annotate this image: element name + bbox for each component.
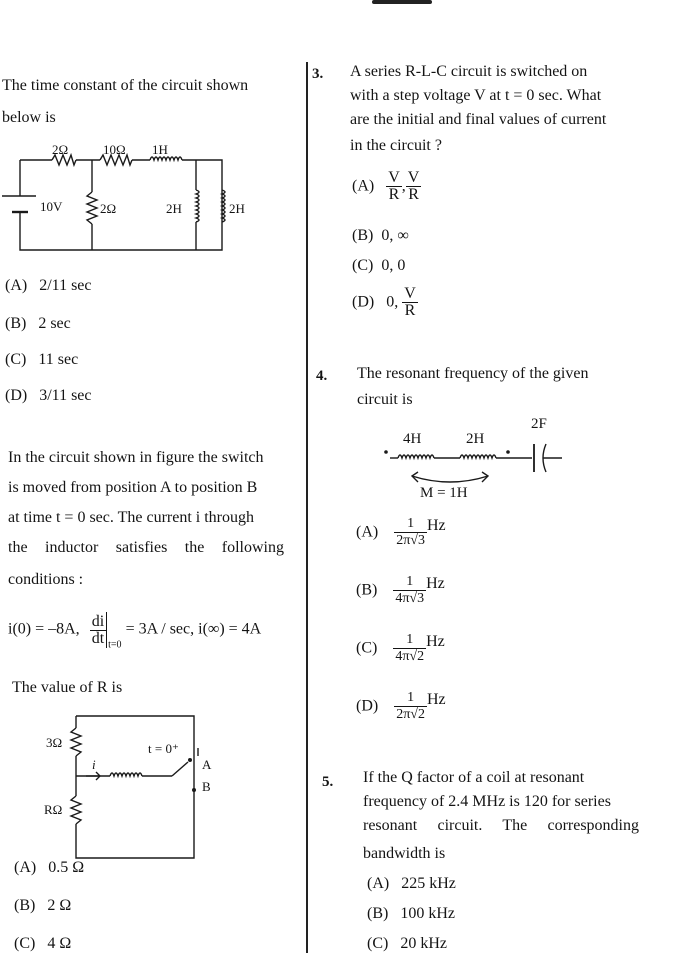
option-b: (B) $\frac{1}{4\pi√3}$ Hz — [356, 574, 445, 606]
option-text: 20 kHz — [400, 935, 447, 952]
label-10v: 10V — [40, 199, 63, 214]
question-text-line: The time constant of the circuit shown — [2, 77, 249, 94]
option-key: (A) — [5, 277, 28, 294]
option-key: (A) — [356, 523, 379, 541]
question-text-line: are the initial and final values of current — [350, 111, 607, 128]
question-text-line: in the circuit ? — [350, 137, 442, 154]
label-2h-right: 2H — [229, 201, 245, 216]
option-text: 11 sec — [38, 351, 79, 368]
question-text-line: bandwidth is — [363, 845, 446, 862]
option-text: 0.5 Ω — [48, 859, 85, 876]
label-2f: 2F — [531, 416, 547, 432]
label-mutual-inductance: M = 1H — [420, 485, 468, 501]
option-a: (A) $\frac{V}{R}$ , $\frac{V}{R}$ — [352, 169, 420, 203]
question-number: 3. — [312, 66, 324, 82]
option-key: (D) — [5, 387, 28, 404]
label-4h: 4H — [403, 431, 422, 447]
option-key: (C) — [14, 935, 36, 952]
option-text: 100 kHz — [400, 905, 455, 922]
label-1h: 1H — [152, 142, 168, 157]
condition-rest: = 3A / sec, i(∞) = 4A — [125, 620, 262, 638]
question-text-line: A series R-L-C circuit is switched on — [350, 63, 588, 80]
label-10ohm: 10Ω — [103, 142, 126, 157]
option-c: (C) $\frac{1}{4\pi√2}$ Hz — [356, 632, 445, 664]
question-text-line: frequency of 2.4 MHz is 120 for series — [363, 793, 611, 810]
derivative-den: dt — [91, 629, 105, 647]
option-key: (B) — [5, 315, 27, 332]
label-2ohm-shunt: 2Ω — [100, 201, 117, 216]
question-text-line: with a step voltage V at t = 0 sec. What — [350, 87, 602, 104]
label-current-i: i — [92, 757, 96, 772]
option-a: (A) $\frac{1}{2\pi√3}$ Hz — [356, 516, 446, 548]
label-switch-time: t = 0⁺ — [148, 741, 179, 756]
condition-i0: i(0) = –8A, — [8, 620, 80, 638]
question-text-line: resonant circuit. The corresponding — [363, 817, 639, 834]
option-key: (C) — [367, 935, 389, 952]
option-key: (D) — [356, 697, 379, 715]
question-text-line: is moved from position A to position B — [8, 479, 258, 496]
option-text: 3/11 sec — [39, 387, 92, 404]
option-unit: Hz — [426, 575, 445, 593]
question-text-line: circuit is — [357, 391, 413, 408]
option-text: 2/11 sec — [39, 277, 92, 294]
option-key: (A) — [14, 859, 37, 876]
label-2ohm: 2Ω — [52, 142, 69, 157]
fraction-v-over-r: $\frac{V}{R}$ — [404, 285, 416, 319]
option-key: (B) — [367, 905, 389, 922]
question-number: 4. — [316, 368, 328, 384]
option-text: 4 Ω — [47, 935, 72, 952]
option-text: 0, — [386, 293, 399, 311]
question-text-line: The value of R is — [12, 679, 123, 696]
derivative-eval-point: t=0 — [108, 639, 122, 651]
fraction-v-over-r: $\frac{V}{R}$ — [388, 169, 400, 203]
option-b — [367, 904, 455, 924]
option-d: (D) $\frac{1}{2\pi√2}$ Hz — [356, 690, 446, 722]
option-unit: Hz — [426, 633, 445, 651]
derivative-num: di — [91, 612, 105, 630]
label-r-ohm: RΩ — [44, 802, 63, 817]
option-unit: Hz — [426, 517, 446, 535]
option-key: (B) — [14, 897, 36, 914]
option-c — [367, 934, 447, 954]
label-position-b: B — [202, 779, 211, 794]
question-text-line: If the Q factor of a coil at resonant — [363, 769, 585, 786]
label-2h: 2H — [466, 431, 485, 447]
option-text: 0, 0 — [381, 257, 406, 274]
question-text-line: In the circuit shown in figure the switch — [8, 449, 264, 466]
question-number: 5. — [322, 774, 334, 790]
option-key: (B) — [356, 581, 378, 599]
option-text: 2 Ω — [47, 897, 72, 914]
label-position-a: A — [202, 757, 212, 772]
option-text: 2 sec — [38, 315, 71, 332]
option-key: (B) — [352, 227, 374, 244]
fraction-v-over-r: $\frac{V}{R}$ — [407, 169, 420, 203]
question-text-line: The resonant frequency of the given — [357, 365, 589, 382]
question-text-line: conditions : — [8, 571, 84, 588]
question-text-line: at time t = 0 sec. The current i through — [8, 509, 254, 526]
option-a — [367, 874, 456, 894]
question-text-line: below is — [2, 109, 56, 126]
label-3ohm: 3Ω — [46, 735, 63, 750]
option-key: (A) — [367, 875, 390, 892]
label-2h-middle: 2H — [166, 201, 182, 216]
option-key: (C) — [5, 351, 27, 368]
option-key: (C) — [356, 639, 378, 657]
option-key: (A) — [352, 177, 375, 195]
option-key: (D) — [352, 293, 375, 311]
option-unit: Hz — [426, 691, 446, 709]
question-text-line: the inductor satisfies the following — [8, 539, 284, 556]
option-text: 225 kHz — [401, 875, 456, 892]
option-text: 0, ∞ — [381, 227, 409, 244]
option-key: (C) — [352, 257, 374, 274]
